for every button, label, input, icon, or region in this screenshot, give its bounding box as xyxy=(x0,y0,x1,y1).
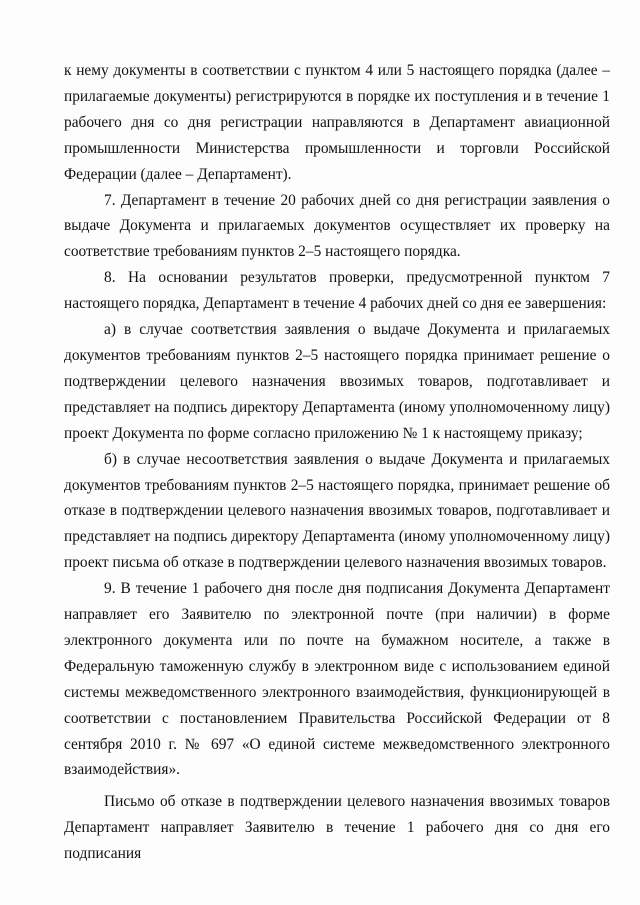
paragraph-continuation: к нему документы в соответствии с пунктом 4 или 5 настоящего порядка (далее – прилагаемые документы) регистрируются в порядке их поступления и в течение 1 рабочего дня со дня регистрации направляются в Департамент авиационной промышленности Министерства промышленности и торговли Российской Федерации (далее – Департамент). xyxy=(64,62,610,183)
document-body xyxy=(64,58,610,867)
paragraph-9: 9. В течение 1 рабочего дня после дня подписания Документа Департамент направляет его Заявителю по электронной почте (при наличии) в форме электронного документа или по почте на бумажном носителе, а также в Федеральную таможенную службу в электронном виде с использованием единой системы межведомственного электронного взаимодействия, функционирующей в соответствии с постановлением Правительства Российской Федерации от 8 сентября 2010 г. № 697 «О единой системе межведомственного электронного взаимодействия». xyxy=(64,580,610,779)
paragraph-8b: б) в случае несоответствия заявления о выдаче Документа и прилагаемых документов требованиям пунктов 2–5 настоящего порядка, принимает решение об отказе в подтверждении целевого назначения ввозимых товаров, подготавливает и представляет на подпись директору Департамента (иному уполномоченному лицу) проект письма об отказе в подтверждении целевого назначения ввозимых товаров. xyxy=(64,450,610,572)
paragraph-7: 7. Департамент в течение 20 рабочих дней со дня регистрации заявления о выдаче Документа и прилагаемых документов осуществляет их проверку на соответствие требованиям пунктов 2–5 настоящего порядка. xyxy=(64,191,610,261)
paragraph-refusal-letter: Письмо об отказе в подтверждении целевого назначения ввозимых товаров Департамент направляет Заявителю в течение 1 рабочего дня со дня его подписания xyxy=(64,793,610,863)
paragraph-8: 8. На основании результатов проверки, предусмотренной пунктом 7 настоящего порядка, Департамент в течение 4 рабочих дней со дня ее завершения: xyxy=(64,269,610,313)
paragraph-8a: а) в случае соответствия заявления о выдаче Документа и прилагаемых документов требованиям пунктов 2–5 настоящего порядка принимает решение о подтверждении целевого назначения ввозимых товаров, подготавливает и представляет на подпись директору Департамента (иному уполномоченному лицу) проект Документа по форме согласно приложению № 1 к настоящему приказу; xyxy=(64,321,610,442)
